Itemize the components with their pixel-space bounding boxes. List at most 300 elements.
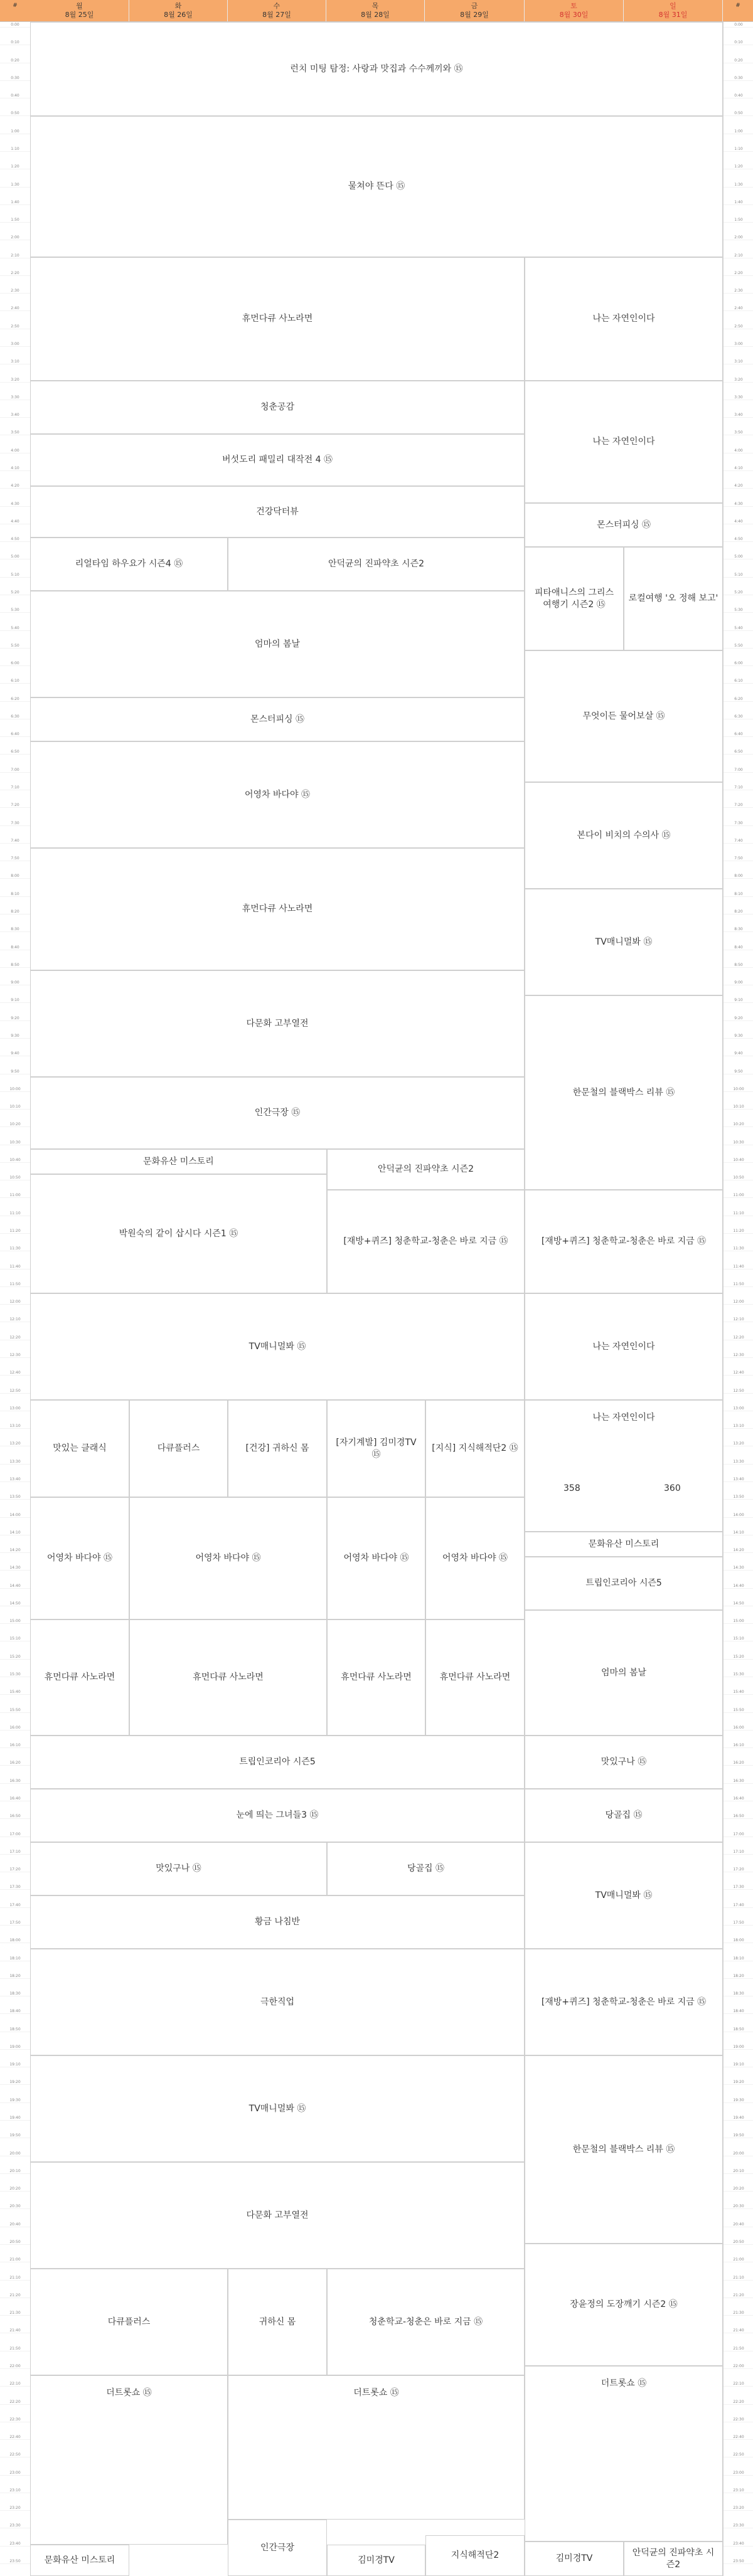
- program-block[interactable]: 어영차 바다야 ⑮: [30, 1497, 129, 1619]
- time-label: 12:10: [724, 1317, 753, 1322]
- time-label: 9:10: [724, 997, 753, 1003]
- time-label: 22:50: [0, 2452, 30, 2457]
- time-label: 7:50: [724, 856, 753, 861]
- program-block[interactable]: 맛있는 클래식: [30, 1400, 129, 1497]
- program-block[interactable]: 로컬여행 '오 정해 보고': [624, 547, 723, 650]
- time-label: 23:10: [724, 2488, 753, 2493]
- time-label: 0:40: [724, 93, 753, 98]
- time-label: 15:40: [724, 1689, 753, 1695]
- time-label: 8:50: [724, 962, 753, 968]
- time-label: 15:50: [724, 1707, 753, 1713]
- time-label: 21:20: [0, 2292, 30, 2298]
- time-label: 7:50: [0, 856, 30, 861]
- time-label: 1:00: [724, 129, 753, 134]
- time-label: 5:30: [0, 607, 30, 613]
- time-label: 23:30: [724, 2523, 753, 2528]
- program-block[interactable]: 문화유산 미스토리: [525, 1532, 723, 1557]
- time-label: 1:30: [0, 182, 30, 188]
- time-label: 1:40: [0, 199, 30, 205]
- time-label: 11:50: [0, 1281, 30, 1287]
- program-block[interactable]: 황금 나침반: [30, 1895, 525, 1949]
- time-label: 3:20: [0, 377, 30, 383]
- time-label: 13:20: [0, 1441, 30, 1446]
- time-label: 19:10: [0, 2062, 30, 2067]
- time-label: 11:10: [724, 1211, 753, 1216]
- time-label: 6:30: [0, 714, 30, 719]
- time-label: 22:40: [724, 2434, 753, 2440]
- program-block[interactable]: 문화유산 미스토리: [30, 2545, 129, 2576]
- time-label: 19:20: [724, 2079, 753, 2085]
- day-name: 화: [174, 2, 182, 10]
- time-label: 23:20: [724, 2505, 753, 2511]
- time-label: 16:10: [724, 1742, 753, 1748]
- program-block[interactable]: 트립인코리아 시즌5: [30, 1736, 525, 1789]
- time-label: 0:10: [724, 40, 753, 45]
- program-block[interactable]: 인간극장: [228, 2520, 327, 2576]
- time-label: 6:00: [0, 660, 30, 666]
- time-label: 14:00: [724, 1512, 753, 1518]
- time-label: 4:20: [0, 483, 30, 489]
- episode-number: 358: [563, 1483, 580, 1493]
- program-block[interactable]: 어영차 바다야 ⑮: [129, 1497, 327, 1619]
- time-label: 17:50: [724, 1920, 753, 1926]
- time-label: 1:10: [724, 146, 753, 152]
- time-label: 19:20: [0, 2079, 30, 2085]
- program-block[interactable]: 맛있구나 ⑮: [30, 1842, 327, 1895]
- time-label: 6:50: [0, 749, 30, 755]
- program-block[interactable]: 나는 자연인이다: [525, 381, 723, 503]
- program-block[interactable]: [재방+퀴즈] 청춘학교-청춘은 바로 지금 ⑮: [525, 1190, 723, 1293]
- day-date: 8월 30일: [559, 11, 589, 19]
- program-block[interactable]: 피타애니스의 그리스 여행기 시즌2 ⑮: [525, 547, 624, 650]
- time-label: 9:10: [0, 997, 30, 1003]
- time-label: 10:20: [0, 1121, 30, 1127]
- time-label: 0:30: [0, 75, 30, 81]
- program-block[interactable]: 무엇이든 물어보살 ⑮: [525, 650, 723, 782]
- program-block[interactable]: 귀하신 몸: [228, 2269, 327, 2375]
- time-label: 14:10: [0, 1530, 30, 1535]
- program-block[interactable]: 김미경TV: [327, 2545, 425, 2576]
- day-name: 목: [371, 2, 379, 10]
- time-label: 12:30: [724, 1352, 753, 1358]
- program-block[interactable]: 안덕균의 진파약초 시즌2: [327, 1149, 525, 1190]
- time-label: 15:30: [724, 1672, 753, 1677]
- program-block[interactable]: 엄마의 봄날: [30, 591, 525, 697]
- time-label: 17:50: [0, 1920, 30, 1926]
- time-label: 11:00: [724, 1192, 753, 1198]
- program-block[interactable]: 맛있구나 ⑮: [525, 1736, 723, 1789]
- program-block[interactable]: 당골집 ⑮: [327, 1842, 525, 1895]
- time-label: 16:30: [0, 1778, 30, 1784]
- time-label: 19:00: [0, 2044, 30, 2050]
- program-block[interactable]: 문화유산 미스토리: [30, 1149, 327, 1174]
- time-label: 0:10: [0, 40, 30, 45]
- time-label: 9:20: [724, 1015, 753, 1021]
- time-label: 16:00: [724, 1725, 753, 1731]
- time-label: 11:00: [0, 1192, 30, 1198]
- time-label: 9:50: [0, 1069, 30, 1074]
- time-label: 3:40: [0, 412, 30, 418]
- day-date: 8월 29일: [460, 11, 489, 19]
- day-date: 8월 26일: [164, 11, 193, 19]
- time-label: 4:40: [0, 519, 30, 524]
- program-block[interactable]: 나는 자연인이다: [525, 1293, 723, 1400]
- time-label: 6:20: [0, 696, 30, 702]
- time-label: 15:40: [0, 1689, 30, 1695]
- time-label: 3:10: [0, 359, 30, 364]
- time-label: 1:50: [724, 217, 753, 223]
- time-label: 8:10: [724, 891, 753, 897]
- time-label: 3:40: [724, 412, 753, 418]
- program-block[interactable]: 휴먼다큐 사노라면: [30, 848, 525, 970]
- time-label: 14:20: [724, 1547, 753, 1553]
- program-block[interactable]: 더트롯쇼 ⑮: [525, 2366, 723, 2542]
- header-corner-right: #: [735, 3, 740, 9]
- day-name: 수: [273, 2, 280, 10]
- time-label: 20:20: [0, 2186, 30, 2192]
- program-block[interactable]: 다큐플러스: [129, 1400, 228, 1497]
- time-label: 4:30: [724, 501, 753, 507]
- time-label: 0:20: [724, 58, 753, 63]
- program-block[interactable]: TV매니멀봐 ⑮: [525, 889, 723, 995]
- time-label: 12:20: [0, 1335, 30, 1340]
- time-label: 3:50: [724, 430, 753, 435]
- time-label: 22:10: [724, 2381, 753, 2387]
- time-label: 18:20: [724, 1973, 753, 1979]
- day-name: 금: [471, 2, 478, 10]
- program-block[interactable]: 극한직업: [30, 1949, 525, 2055]
- time-label: 18:30: [0, 1991, 30, 1996]
- program-block[interactable]: 인간극장 ⑮: [30, 1077, 525, 1149]
- time-label: 14:20: [0, 1547, 30, 1553]
- time-label: 15:00: [0, 1618, 30, 1624]
- time-label: 23:50: [724, 2558, 753, 2564]
- time-label: 18:40: [0, 2008, 30, 2014]
- program-block[interactable]: 박원숙의 같이 삽시다 시즌1 ⑮: [30, 1174, 327, 1293]
- program-block[interactable]: 물쳐야 뜬다 ⑮: [30, 116, 723, 257]
- time-label: 4:00: [724, 448, 753, 453]
- time-label: 11:40: [0, 1264, 30, 1269]
- program-block[interactable]: 한문철의 블랙박스 리뷰 ⑮: [525, 995, 723, 1190]
- time-label: 8:00: [724, 873, 753, 879]
- program-block[interactable]: [건강] 귀하신 몸: [228, 1400, 327, 1497]
- time-label: 5:50: [724, 643, 753, 649]
- time-label: 12:40: [724, 1370, 753, 1375]
- time-label: 9:40: [0, 1051, 30, 1056]
- program-block[interactable]: 몬스터피싱 ⑮: [30, 697, 525, 741]
- time-label: 13:20: [724, 1441, 753, 1446]
- time-label: 13:30: [724, 1459, 753, 1465]
- time-label: 10:30: [724, 1140, 753, 1145]
- time-label: 10:10: [724, 1104, 753, 1110]
- time-label: 2:10: [0, 253, 30, 258]
- time-label: 9:00: [724, 980, 753, 985]
- time-label: 21:00: [0, 2257, 30, 2262]
- time-label: 12:40: [0, 1370, 30, 1375]
- time-label: 19:00: [724, 2044, 753, 2050]
- time-label: 18:00: [724, 1937, 753, 1943]
- day-date: 8월 27일: [262, 11, 291, 19]
- time-column-left: [0, 22, 31, 2576]
- time-label: 15:20: [724, 1654, 753, 1660]
- time-label: 7:20: [724, 802, 753, 808]
- time-label: 22:20: [0, 2399, 30, 2405]
- time-label: 21:20: [724, 2292, 753, 2298]
- time-label: 1:00: [0, 129, 30, 134]
- program-block[interactable]: 청춘공감: [30, 381, 525, 434]
- time-label: 21:50: [0, 2346, 30, 2351]
- time-label: 10:00: [724, 1086, 753, 1092]
- program-block[interactable]: 어영차 바다야 ⑮: [30, 741, 525, 848]
- time-label: 13:00: [724, 1406, 753, 1411]
- time-label: 18:40: [724, 2008, 753, 2014]
- time-label: 18:10: [724, 1956, 753, 1961]
- time-label: 9:40: [724, 1051, 753, 1056]
- program-block[interactable]: 더트롯쇼 ⑮: [228, 2375, 525, 2520]
- time-label: 5:20: [0, 590, 30, 595]
- day-name: 월: [76, 2, 83, 10]
- day-name: 토: [570, 2, 577, 10]
- time-label: 0:20: [0, 58, 30, 63]
- time-label: 19:30: [724, 2097, 753, 2103]
- time-label: 4:50: [0, 536, 30, 542]
- program-block[interactable]: 휴먼다큐 사노라면: [425, 1619, 525, 1736]
- time-label: 16:20: [724, 1760, 753, 1766]
- episode-number: 360: [664, 1483, 681, 1493]
- time-label: 22:00: [0, 2363, 30, 2369]
- program-block[interactable]: 어영차 바다야 ⑮: [327, 1497, 425, 1619]
- time-label: 21:30: [724, 2310, 753, 2316]
- time-label: 8:50: [0, 962, 30, 968]
- time-label: 13:40: [0, 1476, 30, 1482]
- time-label: 1:10: [0, 146, 30, 152]
- time-label: 22:20: [724, 2399, 753, 2405]
- program-block[interactable]: 다문화 고부열전: [30, 970, 525, 1077]
- time-label: 17:20: [724, 1867, 753, 1872]
- time-label: 8:00: [0, 873, 30, 879]
- time-label: 11:40: [724, 1264, 753, 1269]
- time-label: 5:40: [0, 625, 30, 631]
- time-label: 17:30: [0, 1884, 30, 1890]
- program-block[interactable]: 런치 미팅 탐정: 사랑과 맛집과 수수께끼와 ⑮: [30, 22, 723, 116]
- program-block[interactable]: [재방+퀴즈] 청춘학교-청춘은 바로 지금 ⑮: [327, 1190, 525, 1293]
- program-block[interactable]: [재방+퀴즈] 청춘학교-청춘은 바로 지금 ⑮: [525, 1949, 723, 2055]
- time-label: 23:40: [0, 2541, 30, 2547]
- time-label: 17:10: [724, 1849, 753, 1855]
- time-label: 21:30: [0, 2310, 30, 2316]
- time-label: 2:10: [724, 253, 753, 258]
- program-block[interactable]: 김미경TV: [525, 2542, 624, 2576]
- time-label: 14:40: [724, 1583, 753, 1589]
- time-label: 4:20: [724, 483, 753, 489]
- program-block[interactable]: 다문화 고부열전: [30, 2162, 525, 2269]
- program-block[interactable]: 청춘학교-청춘은 바로 지금 ⑮: [327, 2269, 525, 2375]
- program-block[interactable]: 더트롯쇼 ⑮: [30, 2375, 228, 2545]
- time-label: 18:10: [0, 1956, 30, 1961]
- time-label: 6:40: [0, 731, 30, 737]
- program-block[interactable]: TV매니멀봐 ⑮: [525, 1842, 723, 1949]
- program-block[interactable]: 버섯도리 패밀리 대작전 4 ⑮: [30, 434, 525, 486]
- time-label: 11:10: [0, 1211, 30, 1216]
- time-label: 3:20: [724, 377, 753, 383]
- time-label: 20:30: [724, 2203, 753, 2209]
- time-label: 12:00: [724, 1299, 753, 1305]
- day-date: 8월 28일: [361, 11, 390, 19]
- time-label: 21:40: [0, 2328, 30, 2333]
- program-block[interactable]: 나는 자연인이다: [525, 257, 723, 381]
- time-label: 19:10: [724, 2062, 753, 2067]
- time-label: 11:50: [724, 1281, 753, 1287]
- time-label: 16:40: [0, 1796, 30, 1801]
- time-label: 11:30: [724, 1246, 753, 1251]
- time-label: 23:20: [0, 2505, 30, 2511]
- time-label: 6:30: [724, 714, 753, 719]
- time-label: 22:00: [724, 2363, 753, 2369]
- program-block[interactable]: TV매니멀봐 ⑮: [30, 1293, 525, 1400]
- schedule-header: [0, 0, 753, 22]
- time-label: 3:30: [724, 395, 753, 400]
- time-label: 14:10: [724, 1530, 753, 1535]
- time-label: 18:30: [724, 1991, 753, 1996]
- time-label: 15:10: [0, 1636, 30, 1641]
- time-label: 4:40: [724, 519, 753, 524]
- time-label: 9:50: [724, 1069, 753, 1074]
- day-header-wed: [228, 0, 326, 21]
- program-block[interactable]: 장윤정의 도장깨기 시즌2 ⑮: [525, 2244, 723, 2366]
- time-label: 5:20: [724, 590, 753, 595]
- time-label: 22:40: [0, 2434, 30, 2440]
- time-label: 3:00: [0, 341, 30, 347]
- time-label: 15:50: [0, 1707, 30, 1713]
- time-label: 20:30: [0, 2203, 30, 2209]
- time-label: 1:50: [0, 217, 30, 223]
- program-block[interactable]: 리얼타임 하우요가 시즌4 ⑮: [30, 538, 228, 591]
- time-label: 1:20: [0, 164, 30, 169]
- time-label: 2:30: [724, 288, 753, 294]
- time-label: 19:40: [724, 2115, 753, 2121]
- program-block[interactable]: 눈에 띄는 그녀들3 ⑮: [30, 1789, 525, 1842]
- time-label: 15:30: [0, 1672, 30, 1677]
- time-label: 3:00: [724, 341, 753, 347]
- time-label: 17:40: [724, 1902, 753, 1908]
- program-block[interactable]: 나는 자연인이다: [525, 1400, 723, 1532]
- time-label: 13:50: [0, 1494, 30, 1500]
- time-label: 2:40: [0, 305, 30, 311]
- time-label: 16:40: [724, 1796, 753, 1801]
- day-header-thu: [326, 0, 425, 21]
- time-label: 12:50: [724, 1388, 753, 1394]
- program-block[interactable]: 휴먼다큐 사노라면: [30, 257, 525, 381]
- time-label: 8:40: [0, 945, 30, 950]
- time-label: 22:10: [0, 2381, 30, 2387]
- time-label: 23:40: [724, 2541, 753, 2547]
- program-block[interactable]: 어영차 바다야 ⑮: [425, 1497, 525, 1619]
- program-block[interactable]: 안덕균의 진파약초 시즌2: [228, 538, 525, 591]
- time-label: 5:00: [0, 554, 30, 559]
- program-block[interactable]: 엄마의 봄날: [525, 1610, 723, 1736]
- time-label: 22:50: [724, 2452, 753, 2457]
- time-label: 16:50: [0, 1813, 30, 1819]
- program-block[interactable]: [자기계발] 김미경TV ⑮: [327, 1400, 425, 1497]
- time-label: 15:20: [0, 1654, 30, 1660]
- time-label: 10:40: [724, 1157, 753, 1163]
- time-label: 10:40: [0, 1157, 30, 1163]
- day-date: 8월 31일: [658, 11, 688, 19]
- time-label: 14:30: [0, 1565, 30, 1571]
- time-label: 19:30: [0, 2097, 30, 2103]
- program-block[interactable]: 건강닥터뷰: [30, 486, 525, 538]
- time-label: 16:50: [724, 1813, 753, 1819]
- time-label: 13:00: [0, 1406, 30, 1411]
- time-label: 20:00: [724, 2151, 753, 2156]
- time-label: 14:30: [724, 1565, 753, 1571]
- program-block[interactable]: TV매니멀봐 ⑮: [30, 2055, 525, 2162]
- time-label: 14:40: [0, 1583, 30, 1589]
- time-label: 2:00: [724, 235, 753, 240]
- time-label: 20:20: [724, 2186, 753, 2192]
- day-header-sat: [525, 0, 624, 21]
- time-label: 8:40: [724, 945, 753, 950]
- time-label: 21:10: [0, 2275, 30, 2281]
- time-label: 20:10: [724, 2168, 753, 2174]
- program-block[interactable]: 트립인코리아 시즌5: [525, 1557, 723, 1610]
- time-label: 4:30: [0, 501, 30, 507]
- program-block[interactable]: 당골집 ⑮: [525, 1789, 723, 1842]
- program-block[interactable]: 지식해적단2: [425, 2535, 525, 2576]
- time-label: 20:40: [0, 2222, 30, 2227]
- time-label: 5:40: [724, 625, 753, 631]
- time-label: 18:20: [0, 1973, 30, 1979]
- time-label: 7:00: [0, 767, 30, 773]
- time-label: 2:50: [0, 324, 30, 329]
- time-label: 5:00: [724, 554, 753, 559]
- time-label: 0:40: [0, 93, 30, 98]
- time-label: 6:00: [724, 660, 753, 666]
- time-label: 9:20: [0, 1015, 30, 1021]
- time-label: 13:10: [0, 1423, 30, 1429]
- time-label: 13:10: [724, 1423, 753, 1429]
- time-label: 1:30: [724, 182, 753, 188]
- time-label: 4:50: [724, 536, 753, 542]
- time-label: 8:20: [0, 909, 30, 914]
- time-label: 4:10: [0, 465, 30, 471]
- program-block[interactable]: 다큐플러스: [30, 2269, 228, 2375]
- time-label: 17:30: [724, 1884, 753, 1890]
- time-label: 9:30: [724, 1033, 753, 1039]
- program-block[interactable]: 안덕균의 진파약초 시즌2: [624, 2542, 723, 2576]
- program-block[interactable]: 본다이 비치의 수의사 ⑮: [525, 782, 723, 889]
- time-label: 16:10: [0, 1742, 30, 1748]
- time-label: 22:30: [0, 2417, 30, 2422]
- program-block[interactable]: [지식] 지식해적단2 ⑮: [425, 1400, 525, 1497]
- time-label: 11:30: [0, 1246, 30, 1251]
- program-block[interactable]: 휴먼다큐 사노라면: [30, 1619, 129, 1736]
- time-label: 23:10: [0, 2488, 30, 2493]
- time-label: 7:40: [724, 838, 753, 844]
- time-label: 15:00: [724, 1618, 753, 1624]
- program-block[interactable]: 한문철의 블랙박스 리뷰 ⑮: [525, 2055, 723, 2244]
- day-date: 8월 25일: [65, 11, 94, 19]
- time-label: 18:50: [724, 2027, 753, 2032]
- program-block[interactable]: 휴먼다큐 사노라면: [327, 1619, 425, 1736]
- program-block[interactable]: 몬스터피싱 ⑮: [525, 503, 723, 547]
- time-label: 3:30: [0, 395, 30, 400]
- time-label: 23:50: [0, 2558, 30, 2564]
- time-label: 6:10: [724, 678, 753, 684]
- program-block[interactable]: 휴먼다큐 사노라면: [129, 1619, 327, 1736]
- time-label: 20:10: [0, 2168, 30, 2174]
- time-label: 23:00: [724, 2470, 753, 2476]
